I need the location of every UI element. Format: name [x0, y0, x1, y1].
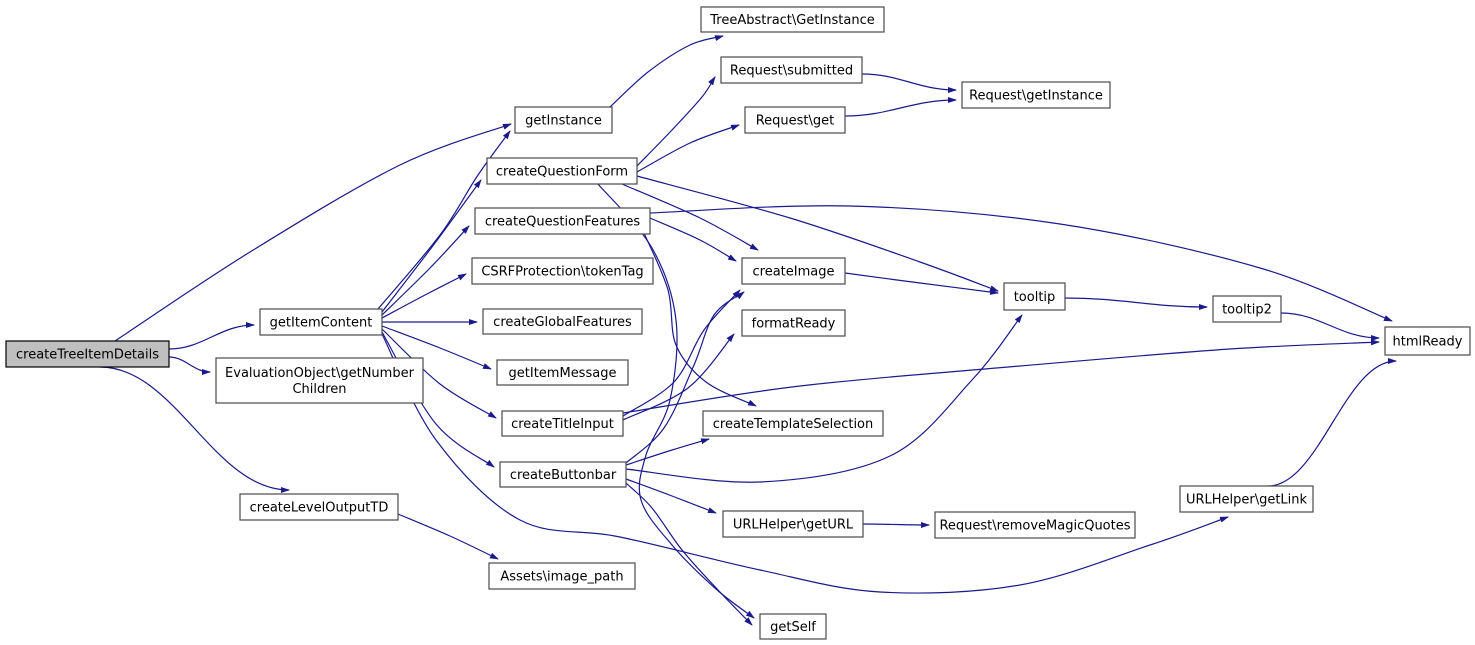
edge-createQuestionForm-to-Request_get: [637, 125, 739, 172]
node-createImage[interactable]: [742, 258, 845, 284]
node-tooltip[interactable]: [1004, 283, 1065, 310]
node-createTreeItemDetails[interactable]: [6, 341, 169, 367]
node-label-createLevelOutputTD: createLevelOutputTD: [249, 500, 389, 516]
node-formatReady[interactable]: [742, 310, 845, 336]
node-CSRFProtection_tokenTag[interactable]: [472, 258, 653, 284]
edge-createButtonbar-to-getSelf: [626, 483, 752, 625]
node-createTitleInput[interactable]: [502, 411, 623, 436]
node-getInstance[interactable]: [515, 107, 612, 133]
node-label-getItemContent: getItemContent: [269, 315, 373, 331]
node-label-createQuestionForm: createQuestionForm: [495, 164, 629, 180]
edge-Request_submitted-to-Request_getInstance: [862, 74, 956, 90]
node-label-tooltip: tooltip: [1013, 290, 1056, 305]
node-TreeAbstract_GetInstance[interactable]: [701, 7, 884, 32]
node-label-URLHelper_getURL: URLHelper\getURL: [732, 517, 854, 533]
node-label-createTemplateSelection: createTemplateSelection: [712, 417, 874, 432]
edge-createButtonbar-to-tooltip: [626, 315, 1022, 482]
node-label-Request_get: Request\get: [755, 113, 835, 129]
node-htmlReady[interactable]: [1385, 327, 1470, 355]
node-label-formatReady: formatReady: [751, 316, 836, 332]
node-createButtonbar[interactable]: [500, 462, 626, 487]
edge-createQuestionFeatures-to-createTemplateSelection: [644, 233, 756, 406]
node-URLHelper_getURL[interactable]: [723, 511, 863, 537]
node-createQuestionFeatures[interactable]: [475, 208, 650, 234]
node-getSelf[interactable]: [760, 614, 826, 639]
node-label-createQuestionFeatures: createQuestionFeatures: [484, 214, 641, 230]
node-label-createGlobalFeatures: createGlobalFeatures: [493, 315, 632, 330]
edge-createButtonbar-to-createTemplateSelection: [626, 439, 709, 465]
node-label-createTreeItemDetails: createTreeItemDetails: [15, 347, 160, 363]
node-label-getItemMessage: getItemMessage: [508, 366, 617, 381]
edge-createTreeItemDetails-to-getItemContent: [169, 325, 254, 349]
node-label-createImage: createImage: [752, 264, 835, 280]
node-label-EvaluationObject_getNumberChildren-line1: EvaluationObject\getNumber: [225, 366, 414, 381]
edge-URLHelper_getURL-to-Request_removeMagicQuotes: [863, 524, 929, 525]
node-tooltip2[interactable]: [1213, 296, 1281, 322]
edge-createQuestionForm-to-Request_submitted: [637, 77, 715, 166]
edge-createTreeItemDetails-to-EvaluationObject_getNumberChildren: [169, 357, 210, 372]
node-Request_submitted[interactable]: [721, 57, 862, 83]
edge-tooltip-to-tooltip2: [1065, 298, 1207, 307]
node-Request_removeMagicQuotes[interactable]: [935, 512, 1135, 538]
node-label-Assets_image_path: Assets\image_path: [500, 569, 624, 585]
edge-createQuestionFeatures-to-createImage: [650, 218, 736, 261]
node-createGlobalFeatures[interactable]: [483, 309, 642, 334]
node-label-TreeAbstract_GetInstance: TreeAbstract\GetInstance: [710, 13, 875, 28]
edge-createQuestionForm-to-getSelf: [598, 184, 754, 618]
edge-createImage-to-tooltip: [845, 273, 998, 293]
edge-Request_get-to-Request_getInstance: [845, 100, 956, 116]
edge-createLevelOutputTD-to-Assets_image_path: [398, 514, 498, 559]
node-label-Request_submitted: Request\submitted: [729, 63, 854, 79]
edge-createTitleInput-to-htmlReady: [623, 342, 1379, 413]
node-label-createTitleInput: createTitleInput: [511, 417, 614, 432]
node-getItemContent[interactable]: [260, 309, 382, 335]
edge-createButtonbar-to-createImage: [626, 292, 744, 463]
node-getItemMessage[interactable]: [497, 360, 628, 385]
node-Assets_image_path[interactable]: [489, 563, 635, 589]
node-createLevelOutputTD[interactable]: [240, 494, 398, 520]
node-label-CSRFProtection_tokenTag: CSRFProtection\tokenTag: [481, 264, 644, 280]
node-label-getInstance: getInstance: [525, 113, 602, 129]
node-label-EvaluationObject_getNumberChildren-line2: Children: [292, 382, 347, 397]
node-URLHelper_getLink[interactable]: [1180, 486, 1313, 512]
edge-getInstance-to-TreeAbstract_GetInstance: [610, 36, 723, 107]
node-Request_getInstance[interactable]: [962, 82, 1110, 108]
edge-getItemContent-to-createQuestionFeatures: [382, 226, 469, 315]
node-Request_get[interactable]: [745, 107, 845, 133]
node-createQuestionForm[interactable]: [487, 158, 637, 184]
node-label-createButtonbar: createButtonbar: [509, 468, 617, 483]
node-label-Request_getInstance: Request\getInstance: [969, 88, 1103, 104]
node-label-htmlReady: htmlReady: [1392, 334, 1463, 350]
edge-tooltip2-to-htmlReady: [1281, 313, 1379, 338]
node-createTemplateSelection[interactable]: [703, 411, 883, 436]
node-label-URLHelper_getLink: URLHelper\getLink: [1185, 492, 1308, 508]
node-label-tooltip2: tooltip2: [1222, 302, 1272, 318]
node-label-Request_removeMagicQuotes: Request\removeMagicQuotes: [939, 518, 1131, 534]
node-label-getSelf: getSelf: [770, 620, 816, 635]
edge-URLHelper_getLink-to-htmlReady: [1268, 361, 1396, 486]
node-EvaluationObject_getNumberChildren[interactable]: [216, 358, 423, 403]
